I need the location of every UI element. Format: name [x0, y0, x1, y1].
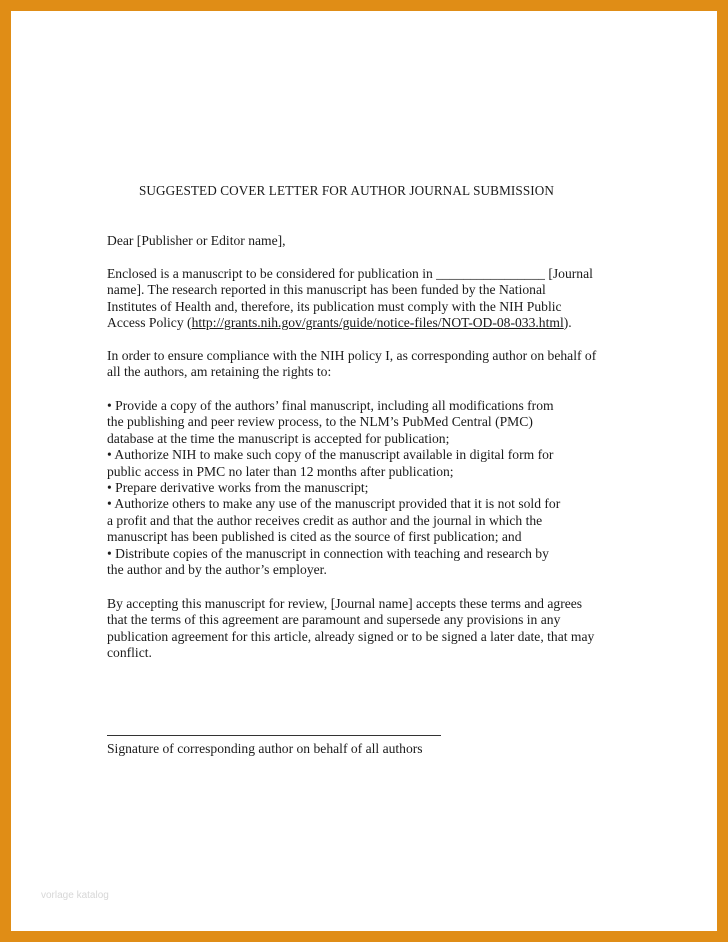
text-line: all the authors, am retaining the rights to: — [107, 364, 332, 380]
list-item: database at the time the manuscript is accepted for publication; — [107, 430, 450, 446]
text-line: By accepting this manuscript for review, [Journal name] accepts these terms and agrees — [107, 596, 583, 611]
salutation: Dear [Publisher or Editor name], — [107, 233, 286, 248]
signature-label: Signature of corresponding author on behalf of all authors — [107, 741, 423, 756]
list-item: manuscript has been published is cited as the source of first publication; and — [107, 529, 522, 545]
text-line: In order to ensure compliance with the NIH policy I, as corresponding author on behalf of — [107, 348, 597, 363]
text-line: name]. The research reported in this manuscript has been funded by the National — [107, 282, 546, 298]
text-line: that the terms of this agreement are paramount and supersede any provisions in any — [107, 612, 561, 628]
list-item: • Prepare derivative works from the manuscript; — [107, 480, 369, 496]
paragraph-compliance — [107, 348, 596, 381]
watermark: vorlage katalog — [41, 890, 109, 901]
text-line: Enclosed is a manuscript to be considered for publication in ________________ [Journal — [107, 266, 593, 281]
letter-title: SUGGESTED COVER LETTER FOR AUTHOR JOURNAL SUBMISSION — [138, 183, 554, 198]
list-item: the publishing and peer review process, to the NLM’s PubMed Central (PMC) — [107, 414, 533, 430]
policy-prefix: Access Policy ( — [107, 315, 192, 331]
text-line: Institutes of Health and, therefore, its publication must comply with the NIH Public — [107, 298, 562, 314]
policy-link[interactable]: http://grants.nih.gov/grants/guide/notice-files/NOT-OD-08-033.html — [191, 315, 564, 331]
text-line: conflict. — [107, 645, 152, 661]
list-item: the author and by the author’s employer. — [107, 562, 327, 578]
signature-line — [107, 735, 441, 736]
paragraph-acceptance — [107, 596, 594, 662]
list-item: public access in PMC no later than 12 months after publication; — [107, 463, 454, 479]
policy-suffix: ). — [563, 315, 572, 331]
text-line: publication agreement for this article, already signed or to be signed a later date, that may — [107, 628, 595, 644]
text-line-policy — [107, 315, 593, 331]
list-item: a profit and that the author receives credit as author and the journal in which the — [107, 512, 543, 528]
list-item: • Authorize NIH to make such copy of the manuscript available in digital form for — [107, 447, 554, 463]
paragraph-enclosure — [107, 266, 593, 332]
list-item: • Provide a copy of the authors’ final manuscript, including all modifications from — [107, 398, 554, 413]
list-item: • Authorize others to make any use of the manuscript provided that it is not sold for — [107, 496, 561, 512]
list-item: • Distribute copies of the manuscript in connection with teaching and research by — [107, 545, 549, 561]
document-frame — [11, 11, 717, 931]
rights-list — [107, 398, 560, 578]
